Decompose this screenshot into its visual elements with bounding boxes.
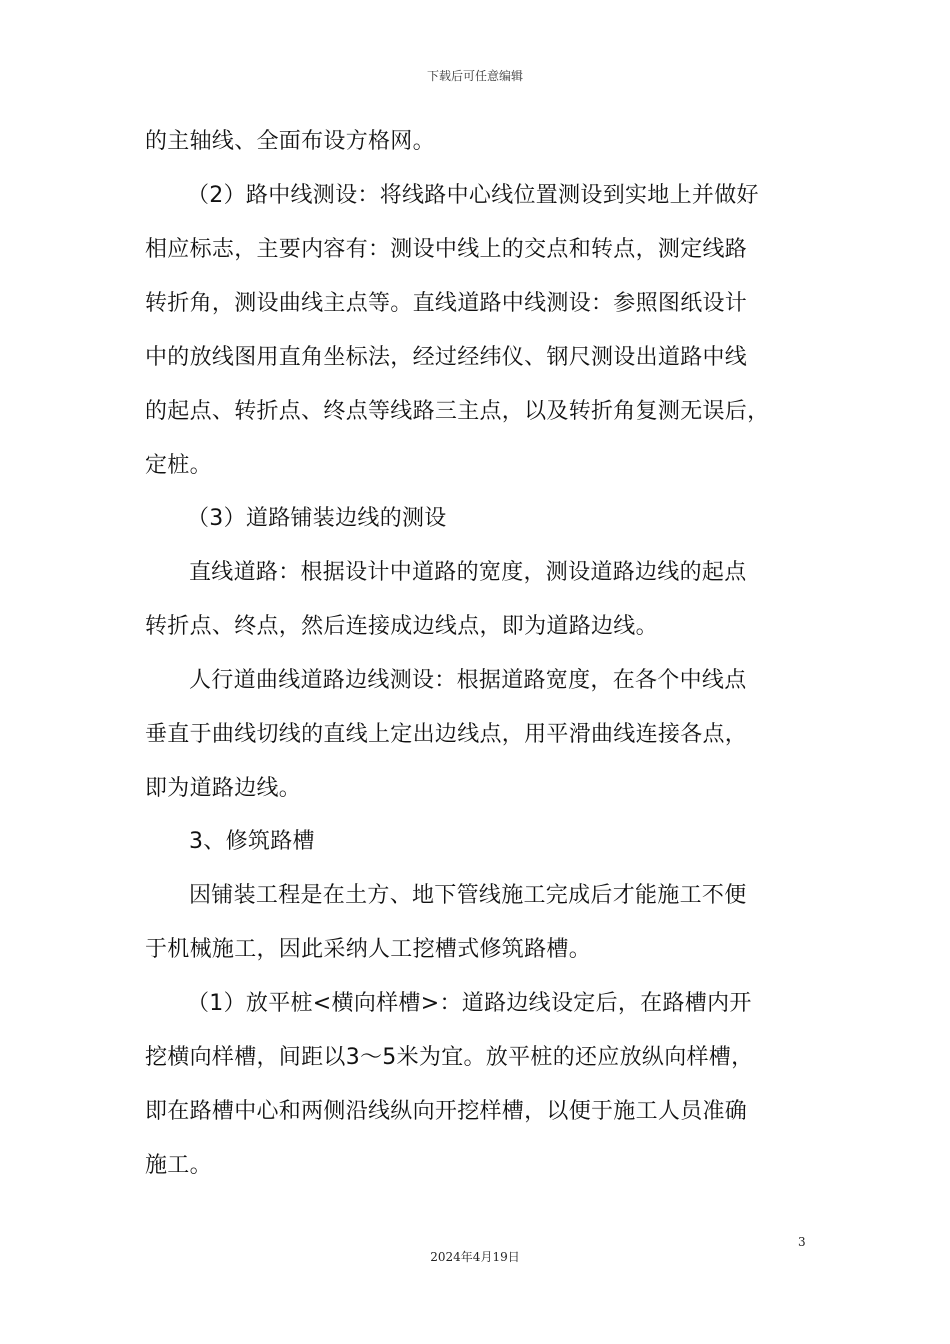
text-line: 转折点、终点，然后连接成边线点，即为道路边线。	[145, 614, 658, 639]
page-number: 3	[798, 1235, 806, 1249]
text-line: 的主轴线、全面布设方格网。	[145, 129, 435, 154]
text-line: 即为道路边线。	[145, 776, 302, 801]
text-line: 转折角，测设曲线主点等。直线道路中线测设：参照图纸设计	[145, 291, 748, 316]
text-line: 挖横向样槽，间距以3～5米为宜。放平桩的还应放纵向样槽，	[145, 1045, 754, 1070]
text-line: （2）路中线测设：将线路中心线位置测设到实地上并做好	[187, 183, 759, 208]
page-header: 下载后可任意编辑	[426, 69, 523, 83]
footer-date: 2024年4月19日	[430, 1250, 520, 1264]
text-line: 人行道曲线道路边线测设：根据道路宽度，在各个中线点	[189, 668, 747, 693]
text-line: 中的放线图用直角坐标法，经过经纬仪、钢尺测设出道路中线	[145, 345, 748, 370]
text-line: 相应标志，主要内容有：测设中线上的交点和转点，测定线路	[145, 237, 748, 262]
text-line: 于机械施工，因此采纳人工挖槽式修筑路槽。	[145, 937, 592, 962]
text-line: 垂直于曲线切线的直线上定出边线点，用平滑曲线连接各点，	[145, 722, 748, 747]
text-line: （3）道路铺装边线的测设	[187, 506, 447, 531]
text-line: 的起点、转折点、终点等线路三主点，以及转折角复测无误后，	[145, 399, 770, 424]
section-heading: 3、修筑路槽	[189, 829, 315, 854]
text-line: 定桩。	[145, 453, 212, 478]
text-line: 即在路槽中心和两侧沿线纵向开挖样槽，以便于施工人员准确	[145, 1099, 748, 1124]
text-line: 直线道路：根据设计中道路的宽度，测设道路边线的起点	[189, 560, 747, 585]
text-line: （1）放平桩<横向样槽>：道路边线设定后，在路槽内开	[187, 991, 752, 1016]
text-line: 施工。	[145, 1153, 212, 1178]
text-line: 因铺装工程是在土方、地下管线施工完成后才能施工不便	[189, 883, 747, 908]
